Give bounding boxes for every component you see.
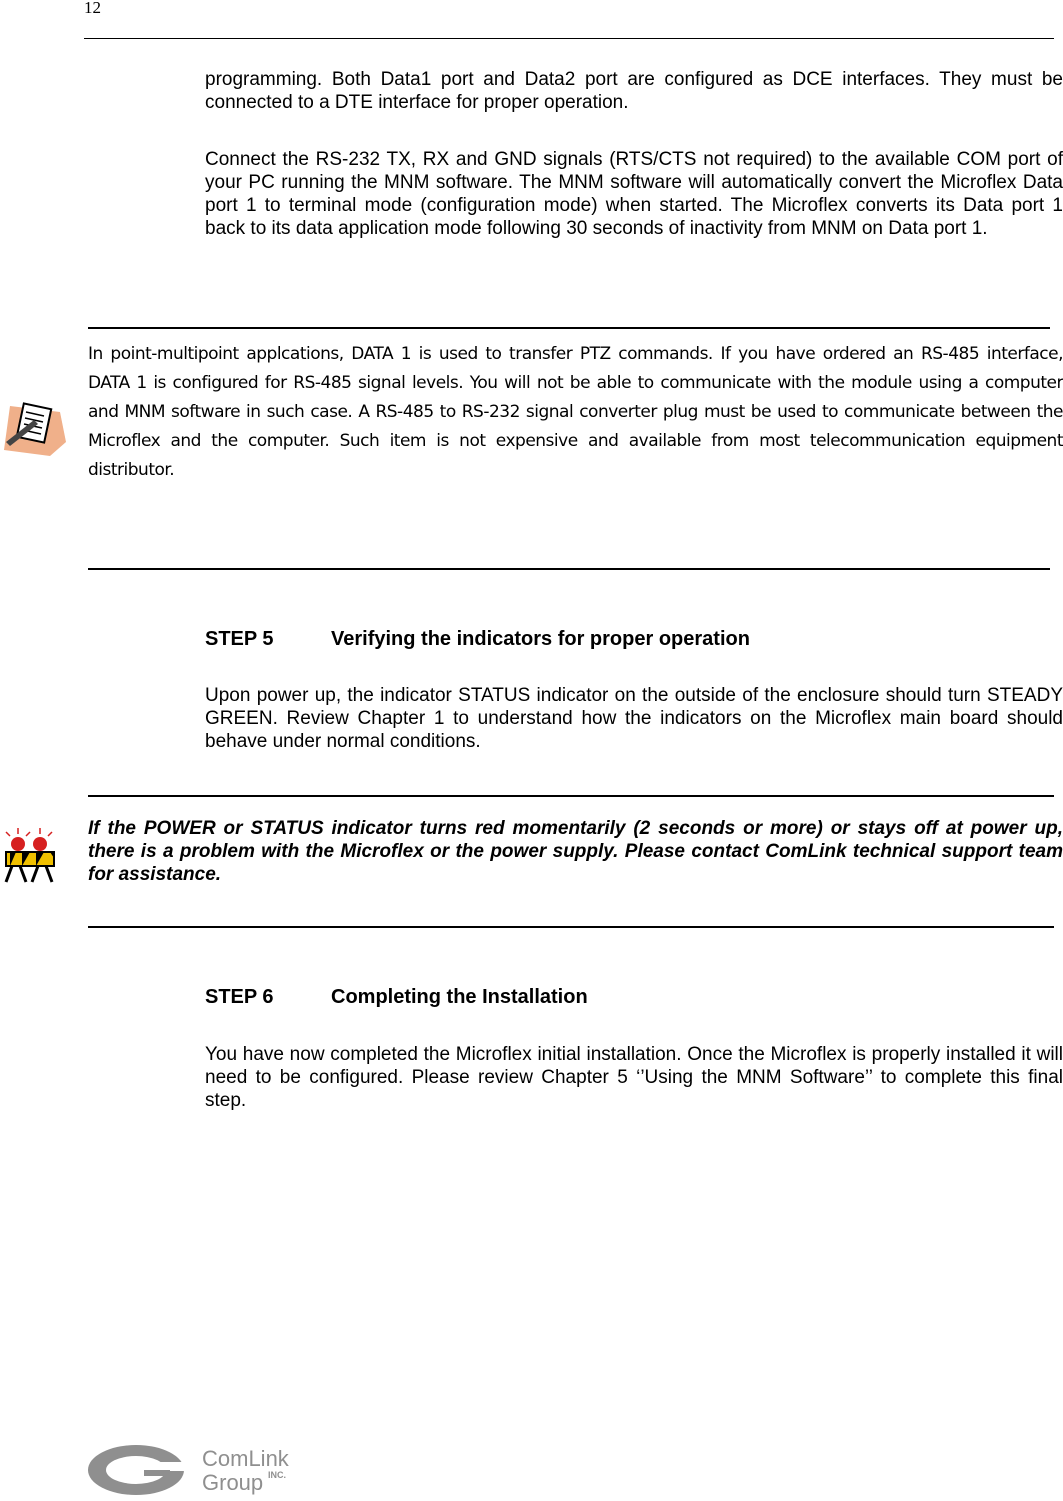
step5-body: Upon power up, the indicator STATUS indicator on the outside of the enclosure should turn STEADY GREEN. Review Chapter 1 to understand how the indicators on the Microflex main board should behave under normal conditions.	[205, 685, 1063, 752]
step5-number: STEP 5	[205, 628, 274, 650]
notepad-icon	[0, 398, 68, 463]
step6-number: STEP 6	[205, 986, 274, 1008]
note-top-rule	[88, 327, 1050, 329]
step5-title: Verifying the indicators for proper operation	[331, 628, 750, 650]
page-number: 12	[84, 0, 101, 17]
header-rule	[84, 38, 1054, 39]
intro-paragraph-1: programming. Both Data1 port and Data2 port are configured as DCE interfaces. They must be connected to a DTE interface for proper operation.	[205, 69, 1063, 113]
warning-top-rule	[88, 795, 1054, 797]
comlink-logo	[86, 1440, 316, 1496]
logo-suffix: INC.	[268, 1470, 286, 1480]
note-text: In point-multipoint applcations, DATA 1 is used to transfer PTZ commands. If you have ordered an RS-485 interface, DATA 1 is configured for RS-485 signal levels. You will not be able to communicate with the module using a computer and MNM software in such case. A RS-485 to RS-232 signal converter plug must be used to communicate between the Microflex and the computer. Such item is not expensive and available from most telecommunication equipment distributor.	[88, 344, 1063, 480]
roadblock-warning-icon	[0, 822, 60, 889]
warning-bottom-rule	[88, 926, 1054, 928]
intro-paragraph-2: Connect the RS-232 TX, RX and GND signals (RTS/CTS not required) to the available COM port of your PC running the MNM software. The MNM software will automatically convert the Microflex Data port 1 to terminal mode (configuration mode) when started. The Microflex converts its Data port 1 back to its data application mode following 30 seconds of inactivity from MNM on Data port 1.	[205, 149, 1063, 239]
step6-body: You have now completed the Microflex initial installation. Once the Microflex is properly installed it will need to be configured. Please review Chapter 5 ‘’Using the MNM Software’’ to complete this final step.	[205, 1044, 1063, 1111]
warning-text: If the POWER or STATUS indicator turns red momentarily (2 seconds or more) or stays off at power up, there is a problem with the Microflex or the power supply. Please contact ComLink technical support team for assistance.	[88, 818, 1063, 885]
step6-heading	[205, 986, 588, 1009]
logo-line2: Group	[202, 1470, 264, 1495]
step6-title: Completing the Installation	[331, 986, 588, 1008]
note-bottom-rule	[88, 568, 1050, 570]
step5-heading	[205, 628, 750, 651]
logo-line1: ComLink	[202, 1446, 289, 1471]
